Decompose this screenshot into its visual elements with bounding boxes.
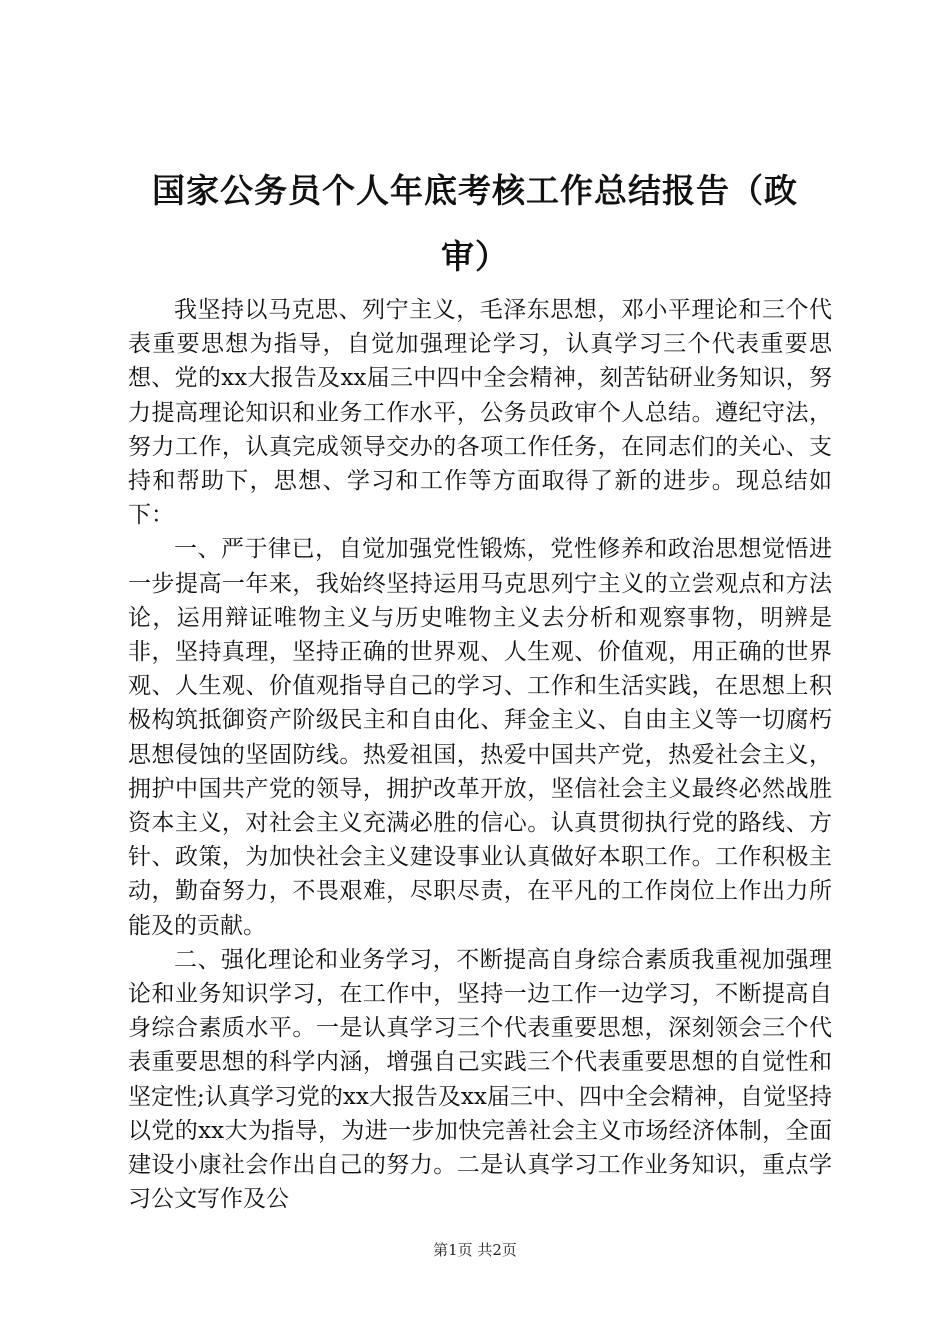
paragraph-intro: 我坚持以马克思、列宁主义，毛泽东思想，邓小平理论和三个代表重要思想为指导，自觉加强理论学习，认真学习三个代表重要思想、党的xx大报告及xx届三中四中全会精神，刻苦钻研业务知识，努力提高理论知识和业务工作水平，公务员政审个人总结。遵纪守法，努力工作，认真完成领导交办的各项工作任务，在同志们的关心、支持和帮助下，思想、学习和工作等方面取得了新的进步。现总结如下： [128,297,832,529]
paragraph-section-one: 一、严于律已，自觉加强党性锻炼，党性修养和政治思想觉悟进一步提高一年来，我始终坚持运用马克思列宁主义的立尝观点和方法论，运用辩证唯物主义与历史唯物主义去分析和观察事物，明辨是非，坚持真理，坚持正确的世界观、人生观、价值观，用正确的世界观、人生观、价值观指导自己的学习、工作和生活实践，在思想上积极构筑抵御资产阶级民主和自由化、拜金主义、自由主义等一切腐朽思想侵蚀的坚固防线。热爱祖国，热爱中国共产党，热爱社会主义，拥护中国共产党的领导，拥护改革开放，坚信社会主义最终必然战胜资本主义，对社会主义充满必胜的信心。认真贯彻执行党的路线、方针、政策，为加快社会主义建设事业认真做好本职工作。工作积极主动，勤奋努力，不畏艰难，尽职尽责，在平凡的工作岗位上作出力所能及的贡献。 [128,536,832,939]
document-body [128,293,832,1216]
page-number: 第1页 共2页 [433,1241,517,1259]
paragraph-section-two: 二、强化理论和业务学习，不断提高自身综合素质我重视加强理论和业务知识学习，在工作中，坚持一边工作一边学习，不断提高自身综合素质水平。一是认真学习三个代表重要思想，深刻领会三个代表重要思想的科学内涵，增强自己实践三个代表重要思想的自觉性和坚定性;认真学习党的xx大报告及xx届三中、四中全会精神，自觉坚持以党的xx大为指导，为进一步加快完善社会主义市场经济体制，全面建设小康社会作出自己的努力。二是认真学习工作业务知识，重点学习公文写作及公 [128,946,832,1213]
page-footer [0,1240,950,1260]
document-title: 国家公务员个人年底考核工作总结报告（政审） [152,171,798,276]
